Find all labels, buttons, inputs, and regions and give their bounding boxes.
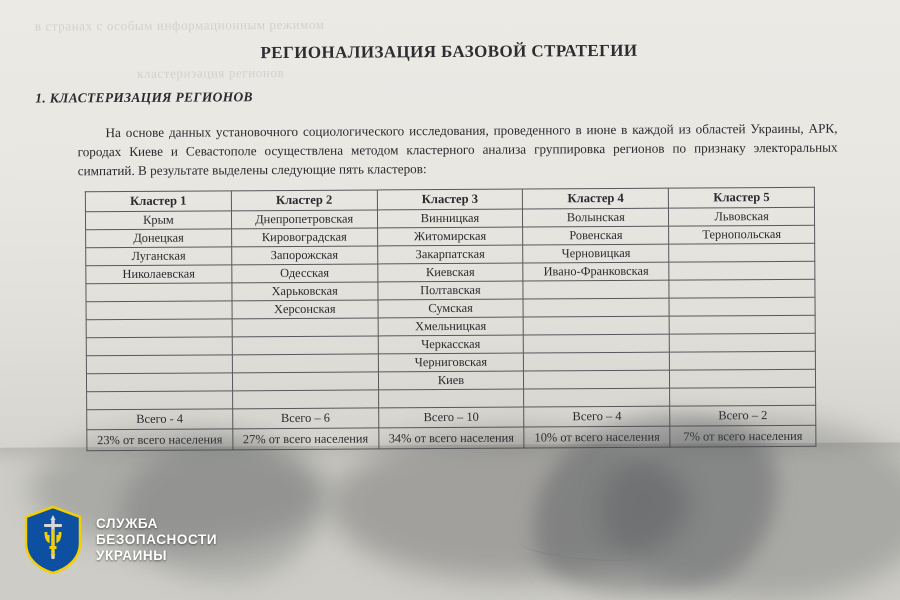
table-cell: Черкасская (378, 335, 524, 354)
table-cell (87, 391, 233, 410)
ghost-text-line-2: кластеризация регионов (137, 65, 285, 81)
table-cell: Черниговская (378, 353, 524, 372)
table-cell (670, 387, 816, 406)
table-cell (86, 283, 232, 302)
sbu-watermark (22, 505, 217, 575)
table-cell (669, 261, 815, 280)
table-cell (378, 389, 524, 408)
table-cell (669, 315, 815, 334)
cluster-table-wrapper (85, 187, 817, 451)
table-cell (524, 388, 670, 407)
table-cell: Херсонская (232, 300, 378, 319)
total-cell-cluster-5: Всего – 2 (670, 405, 816, 426)
sbu-emblem-icon (22, 505, 84, 575)
table-cell: Сумская (378, 299, 524, 318)
table-header-cluster-5: Кластер 5 (669, 187, 815, 208)
table-cell (86, 337, 232, 356)
table-cell: Житомирская (377, 227, 523, 246)
ghost-text-line-1: в странах с особым информационным режимом (34, 16, 325, 34)
table-cell: Львовская (669, 207, 815, 226)
table-cell (232, 390, 378, 409)
table-cell (670, 369, 816, 388)
percent-cell-cluster-5: 7% от всего населения (670, 425, 816, 447)
table-cell: Крым (85, 211, 231, 230)
table-cell (524, 316, 670, 335)
table-cell: Винницкая (377, 209, 523, 228)
table-header-cluster-2: Кластер 2 (231, 190, 377, 211)
table-cell (232, 318, 378, 337)
sbu-text-line-2: БЕЗОПАСНОСТИ (96, 532, 218, 547)
table-cell (670, 351, 816, 370)
sbu-text-line-3: УКРАИНЫ (96, 548, 168, 563)
table-cell (523, 280, 669, 299)
table-cell: Закарпатская (377, 245, 523, 264)
cluster-table (85, 187, 817, 451)
table-cell (669, 333, 815, 352)
total-cell-cluster-3: Всего – 10 (378, 407, 524, 428)
sbu-watermark-text (96, 516, 217, 564)
table-cell: Донецкая (86, 229, 232, 248)
total-cell-cluster-4: Всего – 4 (524, 406, 670, 427)
table-cell (86, 319, 232, 338)
total-cell-cluster-1: Всего - 4 (87, 409, 233, 430)
sbu-text-line-1: СЛУЖБА (96, 516, 159, 531)
section-heading: 1. КЛАСТЕРИЗАЦИЯ РЕГИОНОВ (35, 89, 253, 106)
table-cell (669, 279, 815, 298)
table-cell (232, 372, 378, 391)
table-cell: Николаевская (86, 265, 232, 284)
percent-cell-cluster-4: 10% от всего населения (524, 426, 670, 448)
table-cell: Хмельницкая (378, 317, 524, 336)
table-header-cluster-3: Кластер 3 (377, 189, 523, 210)
table-cell (669, 243, 815, 262)
intro-paragraph: На основе данных установочного социологического исследования, проведенного в июне в каждой из областей Украины, АРК, городах Киеве и Севастополе осуществлена методом кластерного анализа группировка регионов по признаку электоральных симпатий. В результате выделены следующие пять кластеров: (77, 120, 838, 179)
table-cell (86, 301, 232, 320)
table-cell (232, 336, 378, 355)
table-cell (524, 352, 670, 371)
table-cell (524, 334, 670, 353)
table-cell (523, 298, 669, 317)
percent-cell-cluster-2: 27% от всего населения (233, 428, 379, 450)
percent-cell-cluster-1: 23% от всего населения (87, 429, 233, 451)
table-cell: Киев (378, 371, 524, 390)
total-cell-cluster-2: Всего – 6 (232, 408, 378, 429)
table-cell: Ивано-Франковская (523, 262, 669, 281)
table-cell: Черновицкая (523, 244, 669, 263)
percent-cell-cluster-3: 34% от всего населения (378, 427, 524, 449)
table-header-cluster-1: Кластер 1 (85, 191, 231, 212)
table-header-cluster-4: Кластер 4 (523, 188, 669, 209)
table-cell: Киевская (377, 263, 523, 282)
table-cell: Полтавская (378, 281, 524, 300)
table-cell (669, 297, 815, 316)
table-cell: Днепропетровская (231, 210, 377, 229)
table-cell (524, 370, 670, 389)
table-cell (86, 355, 232, 374)
table-cell: Одесская (232, 264, 378, 283)
table-cell: Запорожская (231, 246, 377, 265)
table-cell: Тернопольская (669, 225, 815, 244)
table-cell: Луганская (86, 247, 232, 266)
table-cell (86, 373, 232, 392)
table-cell: Кировоградская (231, 228, 377, 247)
table-cell: Харьковская (232, 282, 378, 301)
document-title: РЕГИОНАЛИЗАЦИЯ БАЗОВОЙ СТРАТЕГИИ (260, 40, 638, 63)
table-cell (232, 354, 378, 373)
table-cell: Волынская (523, 208, 669, 227)
table-cell: Ровенская (523, 226, 669, 245)
